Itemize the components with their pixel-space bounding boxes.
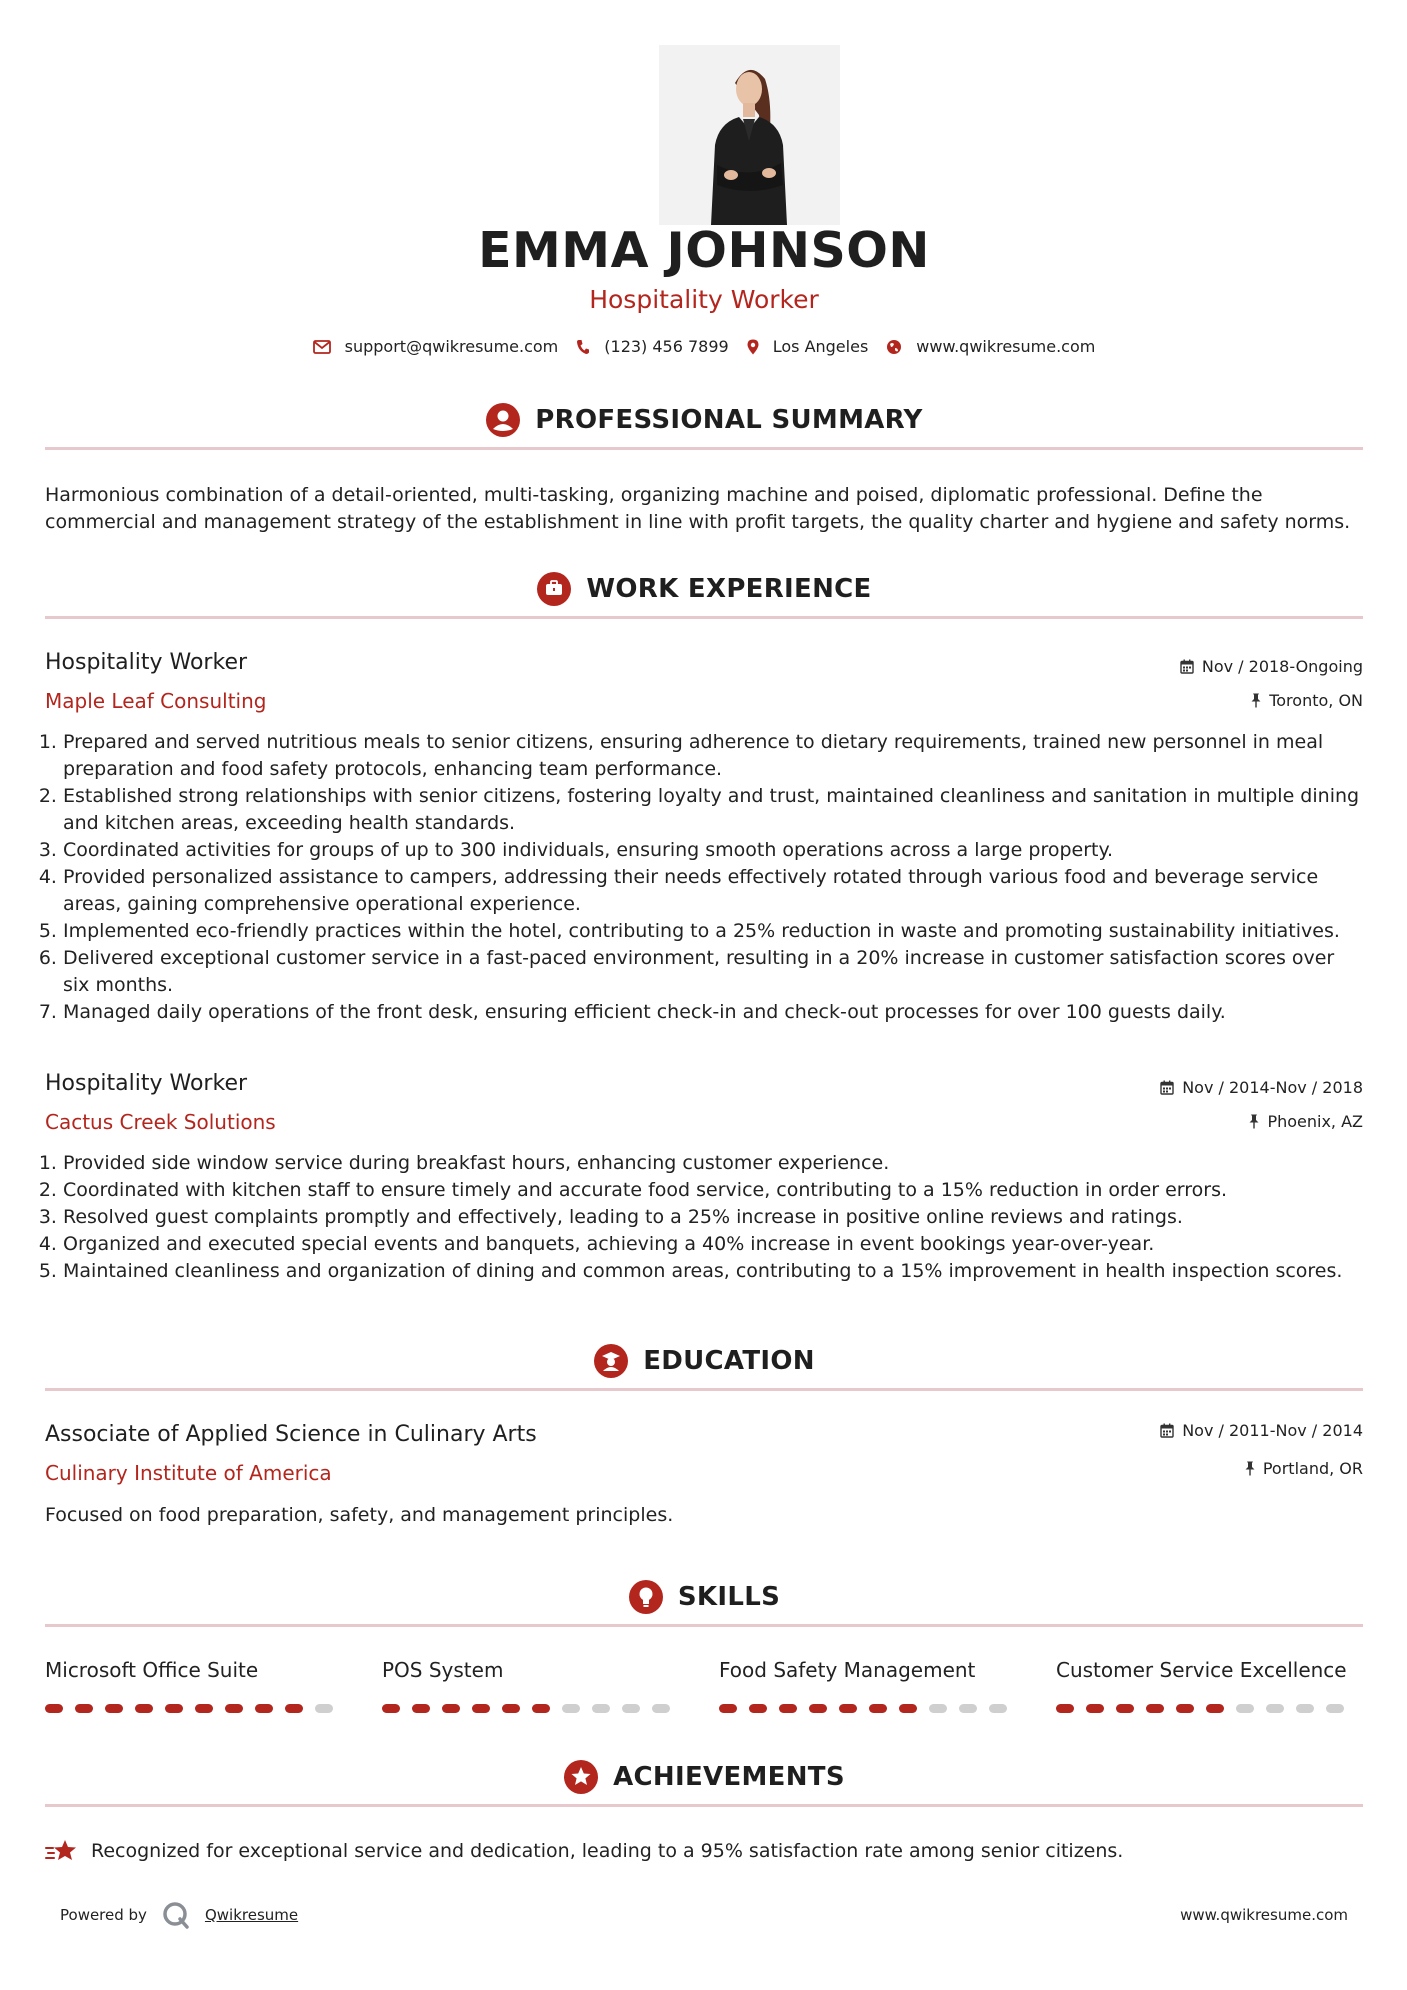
job-bullet: 4. Provided personalized assistance to campers, addressing their needs effectively rotated through various food and beverage service areas, gaining comprehensive operational experience. [63,864,1363,918]
job-bullet: 1. Prepared and served nutritious meals to senior citizens, ensuring adherence to dietary requirements, trained new personnel in meal preparation and food safety protocols, enhancing team performance. [63,729,1363,783]
job-dates [1180,657,1363,676]
graduate-icon [593,1343,629,1379]
skill-dot-empty [562,1704,580,1713]
skill-dot-filled [869,1704,887,1713]
briefcase-icon [536,571,572,607]
contact-phone-text: (123) 456 7899 [604,337,729,356]
skill-dot-empty [989,1704,1007,1713]
skill-name: Food Safety Management [719,1658,976,1682]
skill-rating [1056,1704,1356,1713]
profile-photo [659,45,840,225]
contact-location [747,337,869,356]
skill-dot-filled [1206,1704,1224,1713]
job-bullet: 3. Resolved guest complaints promptly and effectively, leading to a 25% increase in positive online reviews and ratings. [63,1204,1363,1231]
skill-dot-filled [472,1704,490,1713]
skill-dot-filled [75,1704,93,1713]
skill-dot-filled [839,1704,857,1713]
job-company: Maple Leaf Consulting [45,689,267,713]
skill-dot-filled [809,1704,827,1713]
skill-dot-empty [959,1704,977,1713]
skill-item [1056,1658,1356,1713]
skill-dot-filled [105,1704,123,1713]
skill-dot-empty [1236,1704,1254,1713]
skill-rating [382,1704,682,1713]
education-dates-text: Nov / 2011-Nov / 2014 [1182,1421,1363,1440]
education-description: Focused on food preparation, safety, and management principles. [45,1504,674,1526]
skill-dot-filled [442,1704,460,1713]
education-heading: EDUCATION [643,1346,815,1376]
skill-dot-filled [779,1704,797,1713]
skill-dot-empty [1326,1704,1344,1713]
skill-dot-filled [502,1704,520,1713]
job-bullet: 5. Implemented eco-friendly practices within the hotel, contributing to a 25% reduction in waste and promoting sustainability initiatives. [63,918,1363,945]
skill-dot-filled [532,1704,550,1713]
skill-dot-filled [1146,1704,1164,1713]
experience-heading: WORK EXPERIENCE [586,574,872,604]
skill-rating [719,1704,1019,1713]
map-pin-icon [747,339,759,355]
education-degree: Associate of Applied Science in Culinary Arts [45,1422,537,1447]
envelope-icon [313,340,331,354]
globe-icon [886,339,902,355]
skill-rating [45,1704,345,1713]
phone-icon [576,339,590,355]
job-bullet: 4. Organized and executed special events and banquets, achieving a 40% increase in event bookings year-over-year. [63,1231,1363,1258]
qwikresume-logo-icon [161,1900,191,1930]
user-icon [485,402,521,438]
job-location [1249,1112,1363,1131]
education-divider [45,1388,1363,1391]
skills-heading: SKILLS [677,1582,781,1612]
skill-dot-filled [1056,1704,1074,1713]
job-bullet: 2. Coordinated with kitchen staff to ensure timely and accurate food service, contributing to a 15% reduction in order errors. [63,1177,1363,1204]
skills-section-header [45,1579,1363,1615]
skill-dot-filled [899,1704,917,1713]
skill-item [719,1658,1019,1713]
skill-dot-filled [1116,1704,1134,1713]
achievement-text: Recognized for exceptional service and dedication, leading to a 95% satisfaction rate among senior citizens. [91,1840,1124,1862]
education-section-header [45,1343,1363,1379]
footer-website[interactable]: www.qwikresume.com [1180,1906,1348,1924]
experience-section-header [45,571,1363,607]
star-badge-icon [563,1759,599,1795]
summary-divider [45,447,1363,450]
pushpin-icon [1251,693,1261,708]
achievement-item [45,1838,1123,1864]
calendar-icon [1180,659,1194,674]
summary-text: Harmonious combination of a detail-oriented, multi-tasking, organizing machine and poised, diplomatic professional. Define the commercial and management strategy of the establishment in line with profit targets, the quality charter and hygiene and safety norms. [45,484,1351,533]
skill-dot-filled [719,1704,737,1713]
skill-dot-filled [255,1704,273,1713]
skill-dot-empty [652,1704,670,1713]
calendar-icon [1160,1423,1174,1438]
summary-section-header [45,402,1363,438]
qwikresume-brand-link[interactable]: Qwikresume [204,1906,299,1924]
job-dates [1160,1078,1363,1097]
skills-divider [45,1624,1363,1627]
skill-dot-filled [45,1704,63,1713]
skill-dot-empty [1296,1704,1314,1713]
footer-powered-by [60,1900,298,1930]
skill-dot-filled [382,1704,400,1713]
contact-bar [45,337,1363,356]
job-bullets [45,729,1363,1026]
skill-dot-empty [315,1704,333,1713]
lightbulb-icon [628,1579,664,1615]
job-title: Hospitality Worker [45,1071,248,1096]
skill-dot-filled [749,1704,767,1713]
job-company: Cactus Creek Solutions [45,1110,276,1134]
job-location [1251,691,1363,710]
skill-dot-filled [1086,1704,1104,1713]
skill-dot-filled [225,1704,243,1713]
skill-item [382,1658,682,1713]
contact-location-text: Los Angeles [772,337,869,356]
skill-dot-empty [592,1704,610,1713]
pushpin-icon [1249,1114,1259,1129]
skill-dot-filled [1176,1704,1194,1713]
skill-dot-empty [1266,1704,1284,1713]
education-school: Culinary Institute of America [45,1461,332,1485]
shooting-star-icon [45,1838,79,1864]
achievements-heading: ACHIEVEMENTS [613,1762,845,1792]
skill-dot-empty [929,1704,947,1713]
job-location-text: Phoenix, AZ [1267,1112,1363,1131]
resume-page [45,0,1363,1990]
candidate-name: EMMA JOHNSON [478,222,930,279]
job-dates-text: Nov / 2014-Nov / 2018 [1182,1078,1363,1097]
contact-email[interactable] [313,337,559,356]
contact-email-text: support@qwikresume.com [344,337,559,356]
pushpin-icon [1245,1461,1255,1476]
skill-item [45,1658,345,1713]
calendar-icon [1160,1080,1174,1095]
summary-heading: PROFESSIONAL SUMMARY [535,405,923,435]
candidate-title: Hospitality Worker [589,285,819,314]
skill-dot-filled [165,1704,183,1713]
achievements-section-header [45,1759,1363,1795]
job-bullets [45,1150,1363,1285]
skill-dot-filled [285,1704,303,1713]
education-location-text: Portland, OR [1262,1459,1363,1478]
job-bullet: 6. Delivered exceptional customer service in a fast-paced environment, resulting in a 20% increase in customer satisfaction scores over six months. [63,945,1363,999]
job-bullet: 7. Managed daily operations of the front desk, ensuring efficient check-in and check-out processes for over 100 guests daily. [63,999,1363,1026]
skill-dot-empty [622,1704,640,1713]
powered-by-label: Powered by [60,1906,147,1924]
skill-dot-filled [135,1704,153,1713]
skill-name: POS System [382,1658,504,1682]
job-location-text: Toronto, ON [1269,691,1363,710]
job-title: Hospitality Worker [45,650,248,675]
experience-divider [45,616,1363,619]
achievements-divider [45,1804,1363,1807]
education-location [1245,1459,1363,1478]
skill-dot-filled [195,1704,213,1713]
contact-website-text: www.qwikresume.com [916,337,1096,356]
profile-photo-illustration [659,45,840,225]
contact-website[interactable] [886,337,1095,356]
skill-dot-filled [412,1704,430,1713]
skill-name: Microsoft Office Suite [45,1658,259,1682]
job-dates-text: Nov / 2018-Ongoing [1201,657,1363,676]
job-bullet: 2. Established strong relationships with senior citizens, fostering loyalty and trust, maintained cleanliness and sanitation in multiple dining and kitchen areas, exceeding health standards. [63,783,1363,837]
job-bullet: 3. Coordinated activities for groups of up to 300 individuals, ensuring smooth operations across a large property. [63,837,1363,864]
contact-phone[interactable] [576,337,728,356]
skill-name: Customer Service Excellence [1056,1658,1347,1682]
job-bullet: 5. Maintained cleanliness and organization of dining and common areas, contributing to a 15% improvement in health inspection scores. [63,1258,1363,1285]
job-bullet: 1. Provided side window service during breakfast hours, enhancing customer experience. [63,1150,1363,1177]
education-dates [1160,1421,1363,1440]
